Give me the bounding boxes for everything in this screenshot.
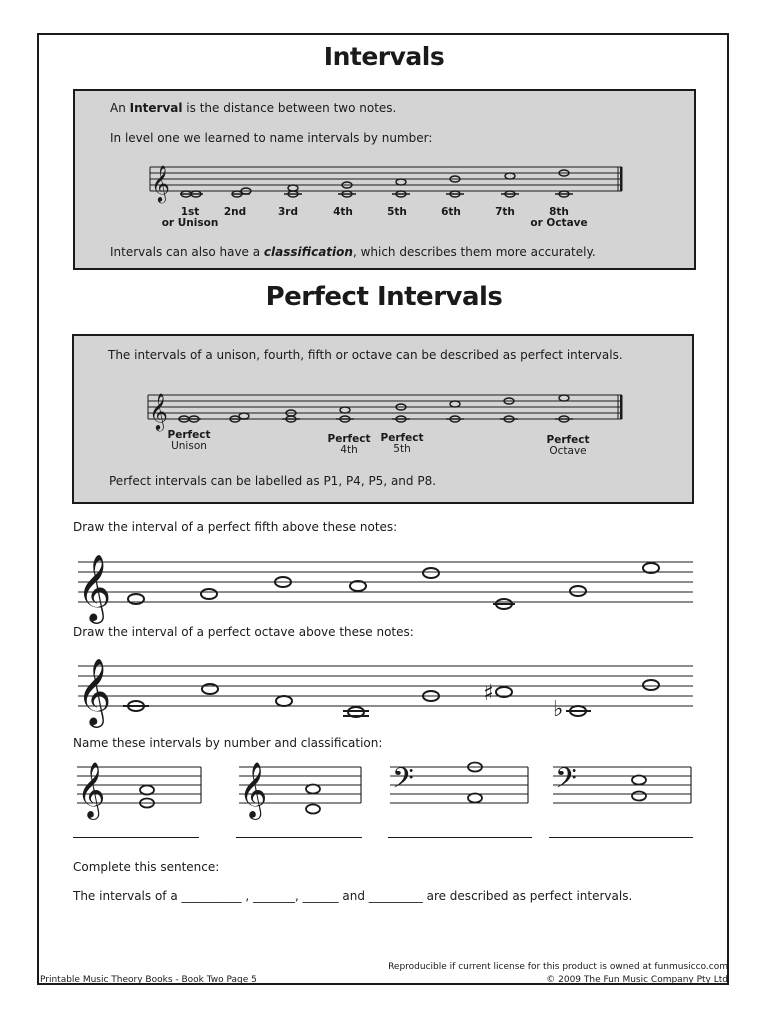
interval-label: 8th — [549, 206, 569, 218]
perfect-sublabel: Unison — [171, 440, 207, 452]
footer-license: Reproducible if current license for this product is owned at funmusicco.com — [388, 962, 728, 972]
page-title: Intervals — [323, 42, 445, 71]
answer-line[interactable] — [549, 837, 693, 838]
perfect-sublabel: 5th — [393, 443, 411, 455]
exercise-3-instruction: Name these intervals by number and classification: — [73, 736, 383, 750]
interval-sublabel: or Unison — [161, 217, 219, 229]
perfect-label: Perfect — [167, 429, 211, 441]
exercise-1-instruction: Draw the interval of a perfect fifth above these notes: — [73, 520, 398, 534]
perfect-label: Perfect — [380, 432, 424, 444]
intro-line-2: In level one we learned to name intervals by number: — [110, 131, 433, 145]
intro-line-1: An Interval is the distance between two notes. — [110, 101, 397, 115]
answer-line[interactable] — [73, 837, 199, 838]
interval-label: 1st — [180, 206, 200, 218]
interval-label: 4th — [333, 206, 353, 218]
bass-clef-icon: 𝄢 — [555, 762, 577, 802]
exercise-2-instruction: Draw the interval of a perfect octave above these notes: — [73, 625, 414, 639]
interval-question-2 — [237, 760, 367, 820]
intro-staff — [150, 160, 630, 235]
treble-clef-icon: 𝄞 — [77, 762, 106, 818]
exercise-2-staff[interactable] — [73, 650, 697, 725]
section-title: Perfect Intervals — [265, 282, 503, 312]
perfect-sublabel: 4th — [340, 444, 358, 456]
interval-label: 6th — [441, 206, 461, 218]
treble-clef-icon: 𝄞 — [239, 762, 268, 818]
perfect-sublabel: Octave — [549, 445, 587, 457]
sharp-icon: ♯ — [483, 681, 494, 706]
interval-label: 5th — [387, 206, 407, 218]
interval-label: 7th — [495, 206, 515, 218]
perfect-line-1: The intervals of a unison, fourth, fifth or octave can be described as perfect intervals. — [108, 348, 623, 362]
answer-line[interactable] — [236, 837, 362, 838]
interval-label: 2nd — [223, 206, 247, 218]
exercise-4-instruction: Complete this sentence: — [73, 860, 220, 874]
exercise-1-staff[interactable] — [73, 545, 697, 621]
intro-line-3: Intervals can also have a classification, which describes them more accurately. — [110, 245, 596, 259]
treble-clef-icon: 𝄞 — [77, 553, 112, 621]
footer-copyright: © 2009 The Fun Music Company Pty Ltd — [546, 975, 728, 985]
treble-clef-icon: 𝄞 — [77, 657, 112, 725]
bass-clef-icon: 𝄢 — [392, 762, 414, 802]
interval-question-4 — [551, 760, 696, 820]
perfect-label: Perfect — [327, 433, 371, 445]
interval-label: 3rd — [277, 206, 299, 218]
answer-line[interactable] — [388, 837, 532, 838]
perfect-staff — [148, 388, 628, 463]
footer-book-info: Printable Music Theory Books - Book Two Page 5 — [40, 975, 257, 985]
interval-question-3 — [388, 760, 533, 820]
fill-in-sentence[interactable]: The intervals of a __________ , _______, ______ and _________ are described as perfect intervals. — [73, 889, 633, 903]
interval-sublabel: or Octave — [530, 217, 588, 229]
flat-icon: ♭ — [553, 697, 564, 722]
treble-clef-icon: 𝄞 — [151, 164, 170, 202]
treble-clef-icon: 𝄞 — [149, 392, 168, 430]
interval-question-1 — [75, 760, 205, 820]
perfect-line-2: Perfect intervals can be labelled as P1, P4, P5, and P8. — [109, 474, 437, 488]
perfect-label: Perfect — [546, 434, 590, 446]
